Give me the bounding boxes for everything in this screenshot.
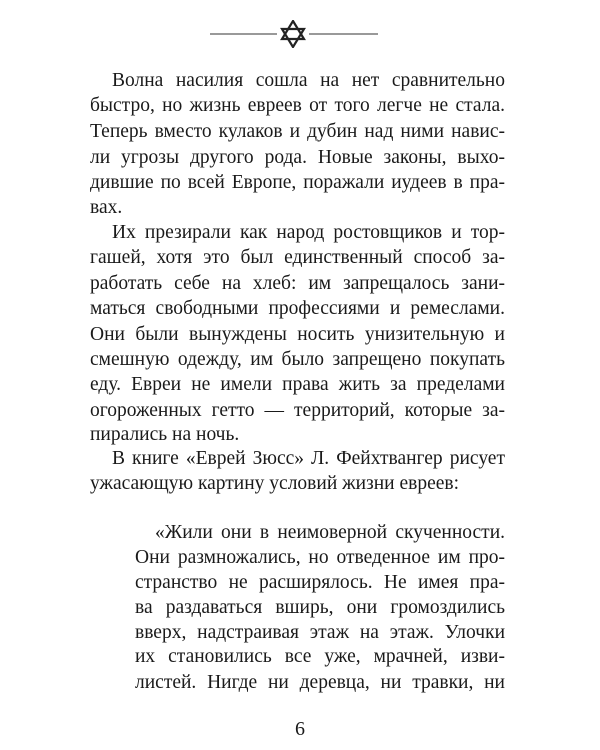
text-line: смешную одежду, им было запрещено покупать bbox=[90, 349, 505, 370]
text-line: быстро, но жизнь евреев от того легче не стала. bbox=[90, 95, 505, 116]
text-line: Их презирали как народ ростовщиков и тор- bbox=[112, 222, 505, 243]
quote-line: Они размножались, но отведенное им про- bbox=[135, 547, 505, 568]
text-line: огороженных гетто — территорий, которые за- bbox=[90, 400, 505, 421]
text-line: вах. bbox=[90, 197, 123, 218]
quote-line: странство не расширялось. Не имея пра- bbox=[135, 572, 505, 593]
quote-line: «Жили они в неимоверной скученности. bbox=[155, 522, 505, 543]
text-line: В книге «Еврей Зюсс» Л. Фейхтвангер рисует bbox=[112, 448, 505, 469]
text-line: ужасающую картину условий жизни евреев: bbox=[90, 473, 460, 494]
text-line: Волна насилия сошла на нет сравнительно bbox=[112, 70, 505, 91]
ornament-divider bbox=[210, 20, 380, 48]
quote-line: их становились все уже, мрачней, изви- bbox=[135, 646, 505, 667]
star-of-david-icon bbox=[282, 21, 304, 47]
page-number: 6 bbox=[295, 718, 305, 740]
text-line: Они были вынуждены носить унизительную и bbox=[90, 324, 505, 345]
text-line: гашей, хотя это был единственный способ за- bbox=[90, 247, 505, 268]
text-line: дившие по всей Европе, поражали иудеев в пра- bbox=[90, 172, 505, 193]
quote-line: листей. Нигде ни деревца, ни травки, ни bbox=[135, 672, 505, 693]
text-line: Теперь вместо кулаков и дубин над ними навис- bbox=[90, 121, 505, 142]
text-line: ли угрозы другого рода. Новые законы, выхо- bbox=[90, 147, 505, 168]
quote-line: вверх, надстраивая этаж на этаж. Улочки bbox=[135, 622, 505, 643]
text-line: работать себе на хлеб: им запрещалось зани- bbox=[90, 273, 505, 294]
quote-line: ва раздаваться вширь, они громоздились bbox=[135, 597, 505, 618]
text-line: маться свободными профессиями и ремеслами. bbox=[90, 298, 505, 319]
text-line: еду. Евреи не имели права жить за пределами bbox=[90, 374, 505, 395]
text-line: пирались на ночь. bbox=[90, 424, 240, 445]
